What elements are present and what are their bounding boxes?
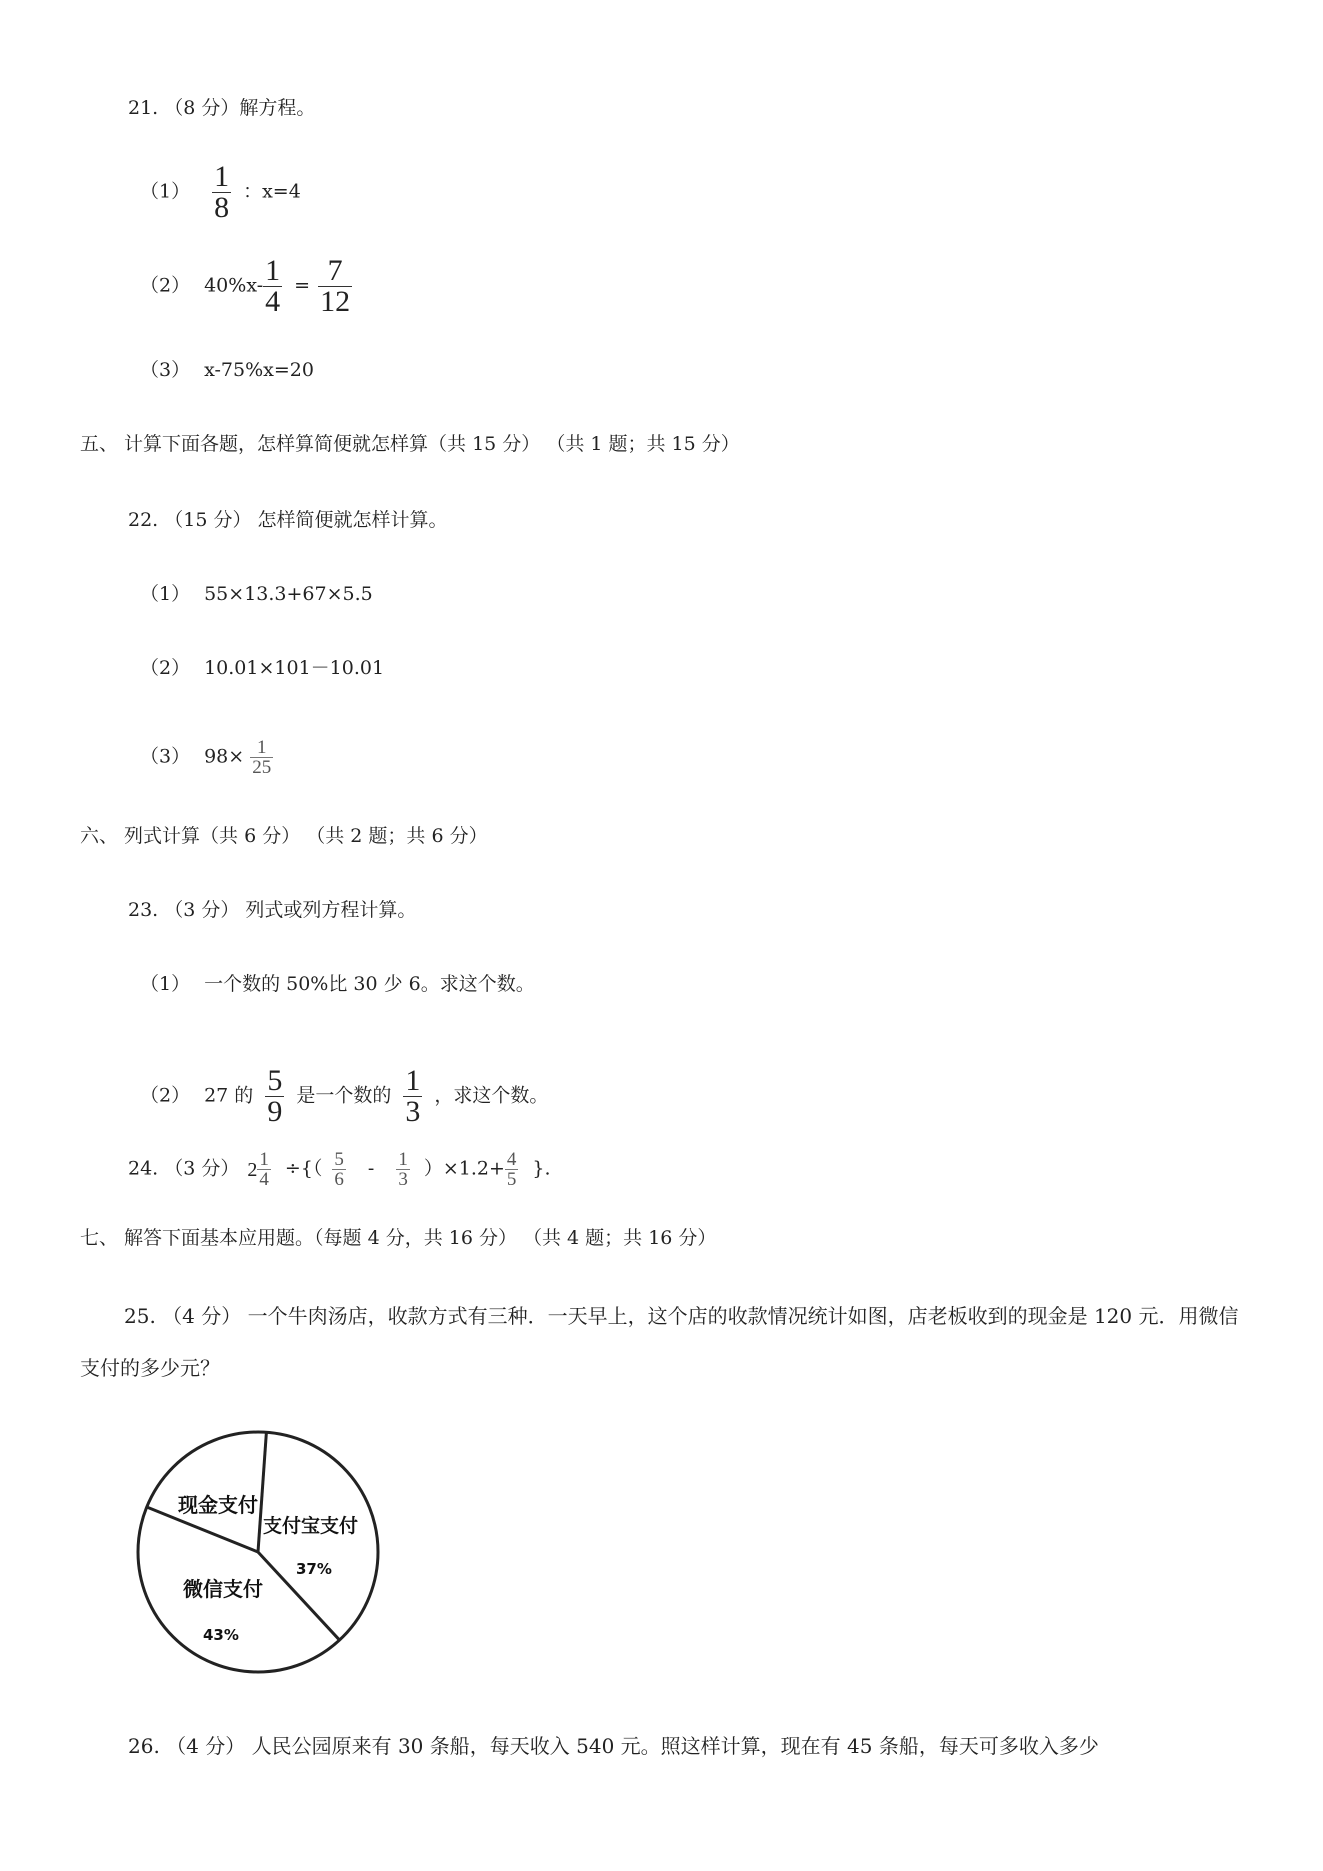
part-label: （2）	[140, 1084, 191, 1107]
part-label: （2）	[140, 274, 191, 297]
section-five-heading: 五、 计算下面各题，怎样算简便就怎样算（共 15 分） （共 1 题；共 15 分）	[80, 433, 740, 455]
operator: -	[367, 1157, 375, 1180]
operator: ）×1.2+	[423, 1157, 505, 1180]
q25-question	[80, 1290, 1240, 1394]
q25-text: 25. （4 分） 一个牛肉汤店，收款方式有三种．一天早上，这个店的收款情况统计如图，店老板收到的现金是 120 元．用微信支付的多少元？	[80, 1304, 1239, 1380]
mixed-number-whole: 2	[247, 1158, 258, 1181]
slice-label-cash: 现金支付	[178, 1493, 258, 1517]
q24-expression	[128, 1150, 551, 1189]
q22-part1	[140, 582, 373, 606]
fraction: $\frac{1}{3}$	[405, 1064, 421, 1128]
q22-part2	[140, 656, 384, 680]
part-label: （1）	[140, 973, 191, 995]
fraction: $\frac{1}{25}$	[252, 737, 272, 778]
q21-part2	[140, 256, 352, 317]
fraction: $\frac{1}{3}$	[398, 1149, 408, 1190]
q23-part2	[140, 1066, 548, 1127]
part-label: （3）	[140, 745, 191, 768]
equation-text: ：x=4	[243, 180, 301, 203]
equals-sign: =	[294, 274, 311, 297]
fraction: $\frac{1}{4}$	[265, 254, 281, 318]
fraction: $\frac{1}{8}$	[214, 160, 230, 224]
fraction: $\frac{5}{6}$	[334, 1149, 344, 1190]
section-six-heading: 六、 列式计算（共 6 分） （共 2 题；共 6 分）	[80, 825, 488, 847]
q26-text: 26. （4 分） 人民公园原来有 30 条船，每天收入 540 元。照这样计算，现在有 45 条船，每天可多收入多少	[128, 1734, 1099, 1758]
question-text: 是一个数的	[296, 1084, 392, 1107]
equation-text: x-75%x=20	[204, 359, 314, 381]
slice-label-alipay: 支付宝支付	[263, 1515, 359, 1537]
q23-part1	[140, 972, 535, 996]
slice-value-alipay: 37%	[296, 1560, 332, 1578]
q22-part3	[140, 738, 273, 777]
pie-slices	[138, 1432, 378, 1672]
slice-label-wechat: 微信支付	[183, 1577, 263, 1601]
section-seven-heading: 七、 解答下面基本应用题。（每题 4 分，共 16 分） （共 4 题；共 16 分）	[80, 1227, 717, 1249]
expression-text: 55×13.3+67×5.5	[204, 583, 373, 605]
part-label: （1）	[140, 180, 191, 203]
operator: ÷{（	[284, 1157, 323, 1180]
fraction: $\frac{5}{9}$	[267, 1064, 283, 1128]
payment-pie-chart	[128, 1422, 388, 1682]
question-text: 一个数的 50%比 30 少 6。求这个数。	[204, 973, 535, 995]
equation-text: 40%x-	[204, 274, 264, 297]
q22-title: 22. （15 分） 怎样简便就怎样计算。	[128, 509, 448, 531]
question-number: 24. （3 分）	[128, 1157, 240, 1180]
part-label: （2）	[140, 657, 191, 679]
fraction: $\frac{1}{4}$	[259, 1149, 269, 1190]
q21-title: 21. （8 分）解方程。	[128, 97, 316, 119]
expression-text: 10.01×101－10.01	[204, 657, 385, 679]
expression-text: 98×	[204, 745, 245, 768]
question-text: ，求这个数。	[434, 1084, 549, 1107]
fraction: $\frac{7}{12}$	[320, 254, 351, 318]
slice-value-wechat: 43%	[203, 1626, 239, 1644]
fraction: $\frac{4}{5}$	[506, 1149, 517, 1190]
part-label: （3）	[140, 359, 191, 381]
q21-part1	[140, 162, 301, 223]
part-label: （1）	[140, 583, 191, 605]
q21-part3	[140, 358, 314, 382]
question-text: 27 的	[204, 1084, 254, 1107]
operator: }.	[532, 1157, 551, 1180]
q23-title: 23. （3 分） 列式或列方程计算。	[128, 899, 417, 921]
